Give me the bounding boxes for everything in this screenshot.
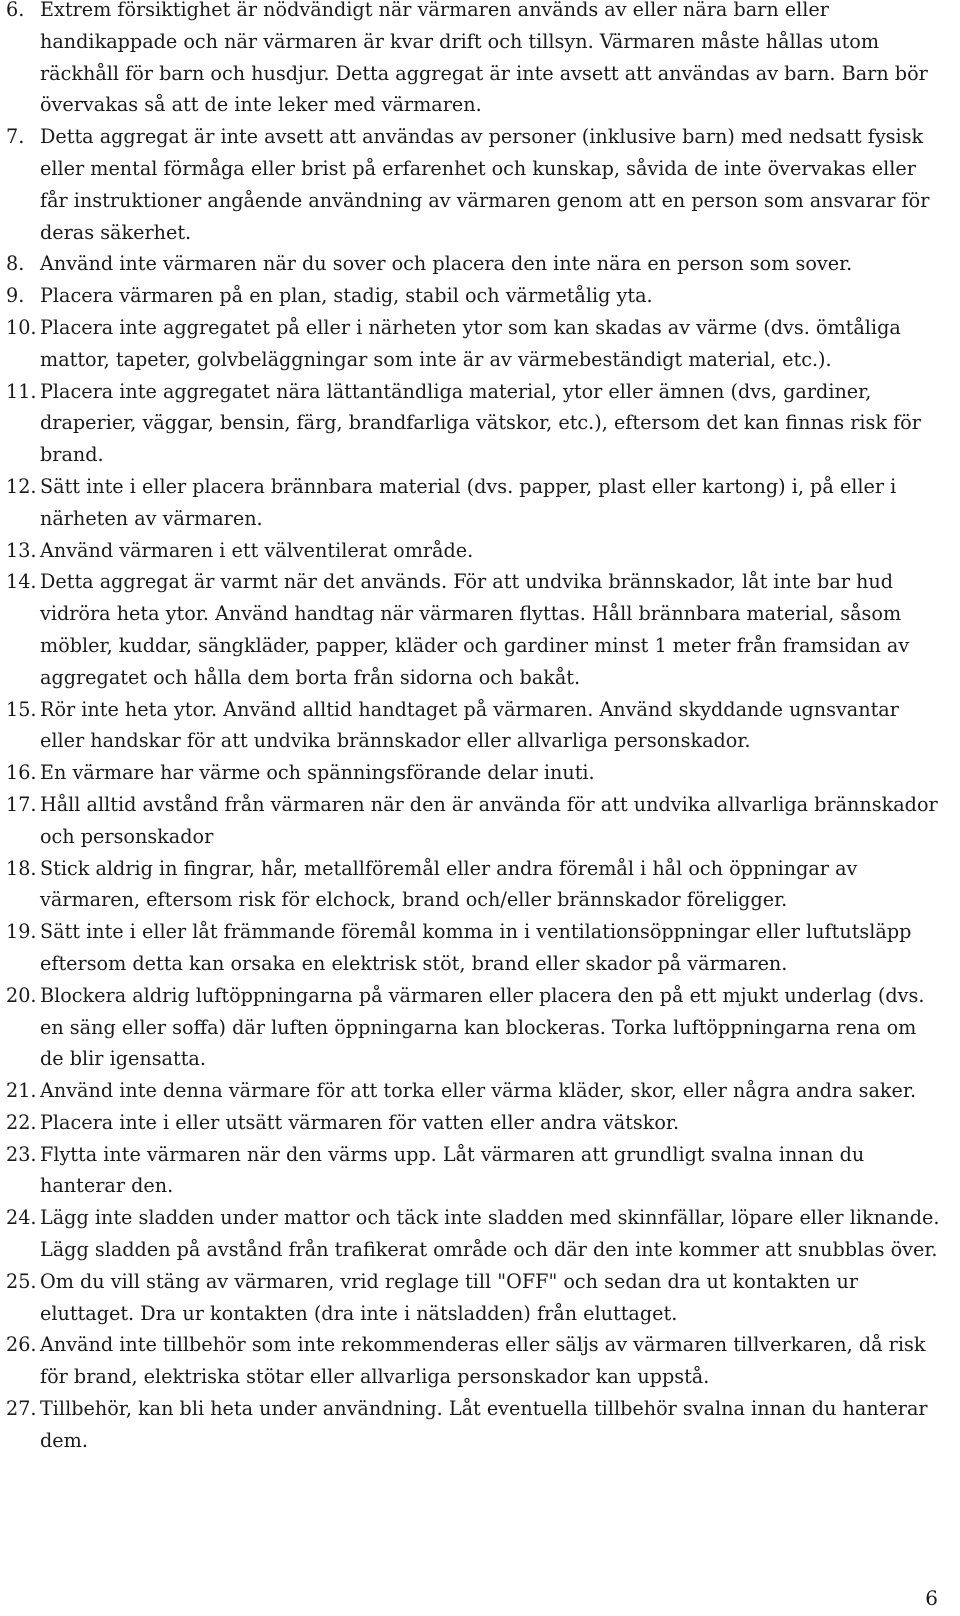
list-item bbox=[6, 312, 946, 376]
list-item bbox=[6, 0, 946, 121]
list-item bbox=[6, 1075, 946, 1107]
list-item bbox=[6, 376, 946, 471]
item-number: 11. bbox=[6, 379, 37, 403]
list-item bbox=[6, 1266, 946, 1330]
list-item bbox=[6, 280, 946, 312]
list-item bbox=[6, 853, 946, 917]
item-text: Sätt inte i eller låt främmande föremål komma in i ventilationsöppningar eller luftutsläpp eftersom detta kan orsaka en elektrisk stöt, brand eller skador på värmaren. bbox=[40, 920, 912, 975]
item-text: Detta aggregat är varmt när det används. För att undvika brännskador, låt inte bar hud vidröra heta ytor. Använd handtag när värmaren flyttas. Håll brännbara material, såsom möbler, kuddar, sängkläder, papper, kläder och gardiner minst 1 meter från framsidan av aggregatet och hålla dem borta från sidorna och bakåt. bbox=[40, 570, 910, 689]
item-number: 23. bbox=[6, 1142, 37, 1166]
item-text: Tillbehör, kan bli heta under användning. Låt eventuella tillbehör svalna innan du hanterar dem. bbox=[40, 1397, 928, 1452]
item-number: 10. bbox=[6, 315, 37, 339]
item-text: Använd inte värmaren när du sover och placera den inte nära en person som sover. bbox=[40, 252, 853, 276]
list-item bbox=[6, 535, 946, 567]
item-number: 16. bbox=[6, 761, 37, 785]
item-number: 7. bbox=[6, 125, 25, 149]
list-item bbox=[6, 1329, 946, 1393]
list-item bbox=[6, 1139, 946, 1203]
item-number: 22. bbox=[6, 1110, 37, 1134]
item-number: 26. bbox=[6, 1333, 37, 1357]
item-number: 20. bbox=[6, 983, 37, 1007]
safety-instructions-list bbox=[6, 0, 946, 1457]
item-text: Sätt inte i eller placera brännbara material (dvs. papper, plast eller kartong) i, på eller i närheten av värmaren. bbox=[40, 474, 897, 530]
item-number: 25. bbox=[6, 1269, 37, 1293]
item-number: 17. bbox=[6, 792, 37, 816]
item-text: Detta aggregat är inte avsett att användas av personer (inklusive barn) med nedsatt fysisk eller mental förmåga eller brist på erfarenhet och kunskap, såvida de inte övervakas eller får instruktioner angående användning av värmaren genom att en person som ansvarar för deras säkerhet. bbox=[40, 125, 930, 244]
page-number: 6 bbox=[925, 1586, 938, 1610]
list-item bbox=[6, 694, 946, 758]
item-text: Blockera aldrig luftöppningarna på värmaren eller placera den på ett mjukt underlag (dvs. en säng eller soffa) där luften öppningarna kan blockeras. Torka luftöppningarna rena om de blir igensatta. bbox=[40, 983, 925, 1071]
item-number: 12. bbox=[6, 474, 37, 498]
item-text: Använd inte denna värmare för att torka eller värma kläder, skor, eller några andra saker. bbox=[40, 1079, 917, 1103]
item-text: Stick aldrig in fingrar, hår, metallföremål eller andra föremål i hål och öppningar av värmaren, eftersom risk för elchock, brand och/eller brännskador föreligger. bbox=[40, 856, 858, 912]
item-text: Använd värmaren i ett välventilerat område. bbox=[40, 538, 474, 562]
list-item bbox=[6, 471, 946, 535]
item-number: 13. bbox=[6, 538, 37, 562]
item-text: Extrem försiktighet är nödvändigt när värmaren används av eller nära barn eller handikappade och när värmaren är kvar drift och tillsyn. Värmaren måste hållas utom räckhåll för barn och husdjur. Detta aggregat är inte avsett att användas av barn. Barn bör övervakas så att de inte leker med värmaren. bbox=[40, 0, 928, 117]
item-number: 6. bbox=[6, 0, 25, 21]
item-text: Flytta inte värmaren när den värms upp. Låt värmaren att grundligt svalna innan du hanterar den. bbox=[40, 1142, 865, 1198]
list-item bbox=[6, 1107, 946, 1139]
list-item bbox=[6, 248, 946, 280]
list-item bbox=[6, 121, 946, 248]
item-text: Placera inte aggregatet nära lättantändliga material, ytor eller ämnen (dvs, gardiner, draperier, väggar, bensin, färg, brandfarliga vätskor, etc.), eftersom det kan finnas risk för brand. bbox=[40, 379, 921, 467]
item-text: Använd inte tillbehör som inte rekommenderas eller säljs av värmaren tillverkaren, då risk för brand, elektriska stötar eller allvarliga personskador kan uppstå. bbox=[40, 1333, 926, 1389]
item-number: 27. bbox=[6, 1397, 37, 1421]
list-item bbox=[6, 757, 946, 789]
item-text: Lägg inte sladden under mattor och täck inte sladden med skinnfällar, löpare eller liknande. Lägg sladden på avstånd från trafikerat område och där den inte kommer att snubblas över. bbox=[40, 1206, 940, 1262]
list-item bbox=[6, 789, 946, 853]
item-text: Rör inte heta ytor. Använd alltid handtaget på värmaren. Använd skyddande ugnsvantar eller handskar för att undvika brännskador eller allvarliga personskador. bbox=[40, 697, 899, 753]
item-number: 8. bbox=[6, 252, 25, 276]
item-text: Placera värmaren på en plan, stadig, stabil och värmetålig yta. bbox=[40, 284, 653, 308]
list-item bbox=[6, 916, 946, 980]
item-number: 14. bbox=[6, 570, 37, 594]
list-item bbox=[6, 1393, 946, 1457]
item-number: 18. bbox=[6, 856, 37, 880]
list-item bbox=[6, 566, 946, 693]
item-text: Håll alltid avstånd från värmaren när den är använda för att undvika allvarliga brännskador och personskador bbox=[40, 792, 938, 848]
item-text: En värmare har värme och spänningsförande delar inuti. bbox=[40, 761, 595, 785]
item-text: Placera inte i eller utsätt värmaren för vatten eller andra vätskor. bbox=[40, 1110, 680, 1134]
item-text: Placera inte aggregatet på eller i närheten ytor som kan skadas av värme (dvs. ömtåliga mattor, tapeter, golvbeläggningar som inte är av värmebeständigt material, etc.). bbox=[40, 315, 901, 371]
list-item bbox=[6, 1202, 946, 1266]
item-number: 15. bbox=[6, 697, 37, 721]
list-item bbox=[6, 980, 946, 1075]
item-number: 24. bbox=[6, 1206, 37, 1230]
item-number: 21. bbox=[6, 1079, 37, 1103]
item-text: Om du vill stäng av värmaren, vrid reglage till "OFF" och sedan dra ut kontakten ur eluttaget. Dra ur kontakten (dra inte i nätsladden) från eluttaget. bbox=[40, 1269, 859, 1325]
item-number: 19. bbox=[6, 920, 37, 944]
item-number: 9. bbox=[6, 284, 25, 308]
